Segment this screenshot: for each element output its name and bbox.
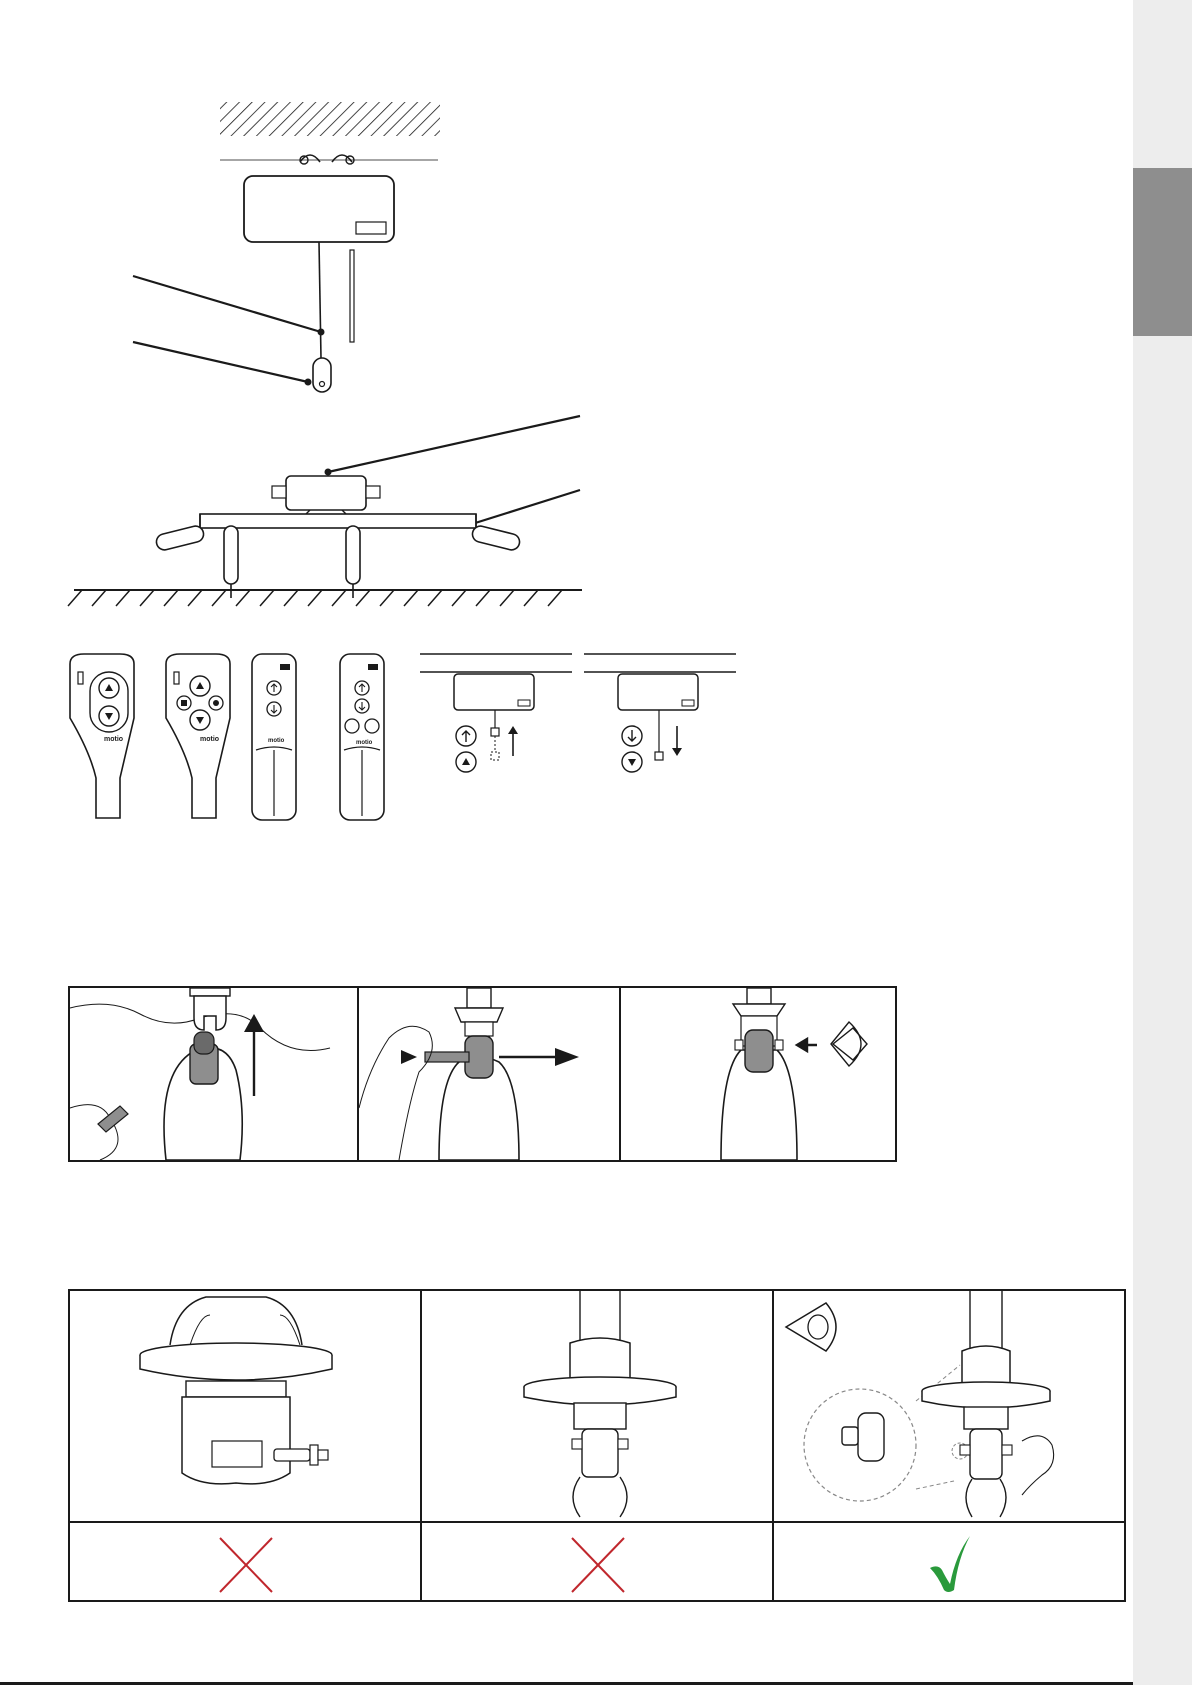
ceiling-hatch [220, 102, 440, 136]
right-leg [346, 526, 360, 584]
cross-icon [570, 1536, 626, 1594]
step-2-insert-pin-illustration [359, 988, 619, 1160]
step-1-lift-hook-illustration [70, 988, 357, 1160]
table-row-divider [68, 1521, 1126, 1523]
cross-icon [218, 1536, 274, 1594]
left-grip [155, 524, 205, 551]
spreader-frame [200, 514, 476, 528]
chapter-tab [1133, 168, 1192, 336]
leader-bar-end [472, 490, 580, 524]
handset-four-button [166, 654, 230, 818]
ir-remote-two-button [252, 654, 296, 820]
handset-two-button [70, 654, 134, 818]
step-3-check-pin-illustration [621, 988, 895, 1160]
lift-overview-diagram [60, 90, 600, 620]
lifting-strap [319, 242, 321, 358]
lift-up-diagram [418, 650, 574, 780]
svg-text:motio: motio [268, 738, 285, 744]
hand-controls-row [60, 650, 420, 830]
floor-hatch [68, 590, 562, 606]
left-leg [224, 526, 238, 584]
svg-text:motio: motio [356, 740, 373, 746]
eye-icon [831, 1022, 861, 1066]
pin-misaligned-illustration [422, 1291, 772, 1521]
pin-correct-illustration [774, 1291, 1124, 1521]
right-grip [471, 524, 521, 551]
lift-motor-housing [244, 176, 394, 242]
svg-text:motio: motio [200, 736, 220, 743]
leader-hook [133, 342, 308, 382]
spreader-center-unit [286, 476, 366, 510]
emergency-cord [350, 250, 354, 342]
leader-bar-connector [328, 416, 580, 472]
leader-strap [133, 276, 321, 332]
connector-detached-illustration [70, 1291, 420, 1521]
lift-down-diagram [582, 650, 738, 780]
svg-text:motio: motio [104, 736, 124, 743]
check-icon [928, 1534, 972, 1594]
ir-remote-four-button [340, 654, 384, 820]
